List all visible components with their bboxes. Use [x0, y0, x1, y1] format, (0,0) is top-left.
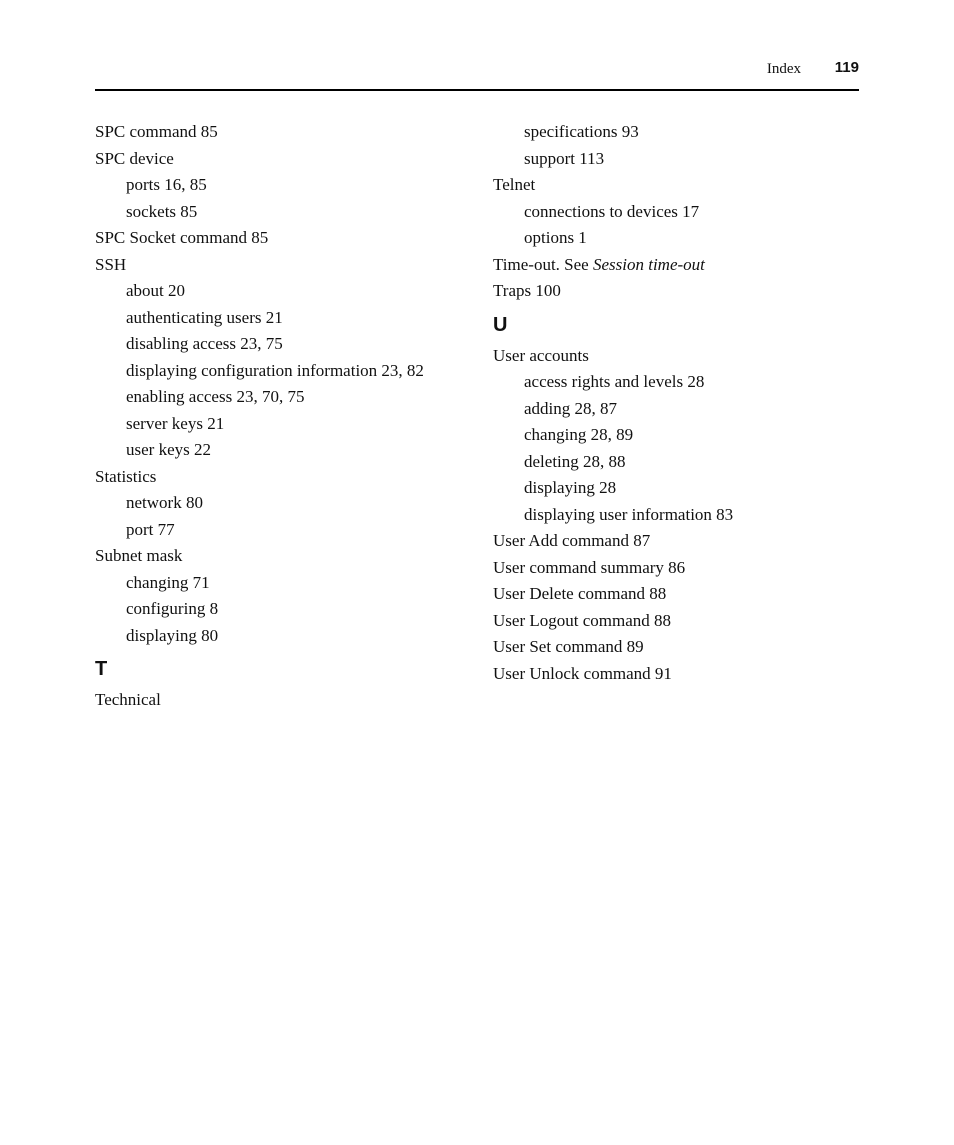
- index-subentry: access rights and levels 28: [524, 372, 705, 391]
- index-subentry: user keys 22: [126, 440, 211, 459]
- index-entry: User Add command 87: [493, 531, 651, 550]
- index-entry: User Delete command 88: [493, 584, 667, 603]
- index-subentry: options 1: [524, 228, 587, 247]
- index-subentry: disabling access 23, 75: [126, 334, 283, 353]
- index-subentry: ports 16, 85: [126, 175, 207, 194]
- index-entry: User command summary 86: [493, 557, 686, 577]
- index-column-left: [95, 119, 485, 714]
- index-letter-heading: U: [493, 313, 508, 336]
- cross-reference-target: Session time-out: [592, 254, 705, 274]
- index-entry: SPC device: [95, 148, 174, 168]
- index-subentry: changing 28, 89: [524, 425, 634, 444]
- index-subentry: about 20: [126, 281, 186, 300]
- index-subentry: connections to devices 17: [524, 201, 700, 221]
- page-number: 119: [834, 59, 859, 76]
- index-entry: Telnet: [493, 175, 536, 194]
- index-entry: Statistics: [95, 466, 157, 486]
- index-entry: User Set command 89: [493, 637, 644, 656]
- index-subentry: changing 71: [126, 572, 210, 592]
- index-entry: User Unlock command 91: [493, 663, 672, 683]
- index-subentry: support 113: [524, 148, 605, 168]
- index-entry: SPC command 85: [95, 122, 218, 141]
- index-entry: Technical: [95, 690, 161, 709]
- index-subentry: specifications 93: [524, 122, 639, 141]
- index-subentry: deleting 28, 88: [524, 451, 626, 471]
- index-subentry: server keys 21: [126, 413, 225, 433]
- index-entry: SPC Socket command 85: [95, 228, 269, 247]
- index-entry: SSH: [95, 254, 127, 274]
- index-entry: Subnet mask: [95, 546, 183, 565]
- index-subentry: port 77: [126, 519, 175, 539]
- index-letter-heading: T: [95, 658, 108, 680]
- running-header: [95, 58, 859, 90]
- index-subentry: displaying 80: [126, 625, 219, 645]
- index-entry-cross-reference: [493, 252, 883, 279]
- index-subentry: sockets 85: [126, 201, 198, 221]
- index-subentry: enabling access 23, 70, 75: [126, 387, 305, 406]
- index-entry: Traps 100: [493, 281, 561, 300]
- index-subentry: configuring 8: [126, 599, 219, 618]
- index-entry: User Logout command 88: [493, 610, 671, 630]
- index-subentry: displaying configuration information 23, 82: [126, 360, 424, 380]
- header-section-title: Index: [766, 61, 801, 77]
- index-subentry: authenticating users 21: [126, 307, 283, 327]
- index-subentry: displaying 28: [524, 478, 617, 497]
- header-rule: [95, 89, 859, 91]
- index-subentry: displaying user information 83: [524, 504, 734, 524]
- index-column-right: [493, 119, 883, 687]
- index-subentry: adding 28, 87: [524, 398, 618, 418]
- index-subentry: network 80: [126, 493, 203, 512]
- index-entry: User accounts: [493, 345, 589, 365]
- cross-reference-prefix: Time-out. See: [493, 254, 593, 274]
